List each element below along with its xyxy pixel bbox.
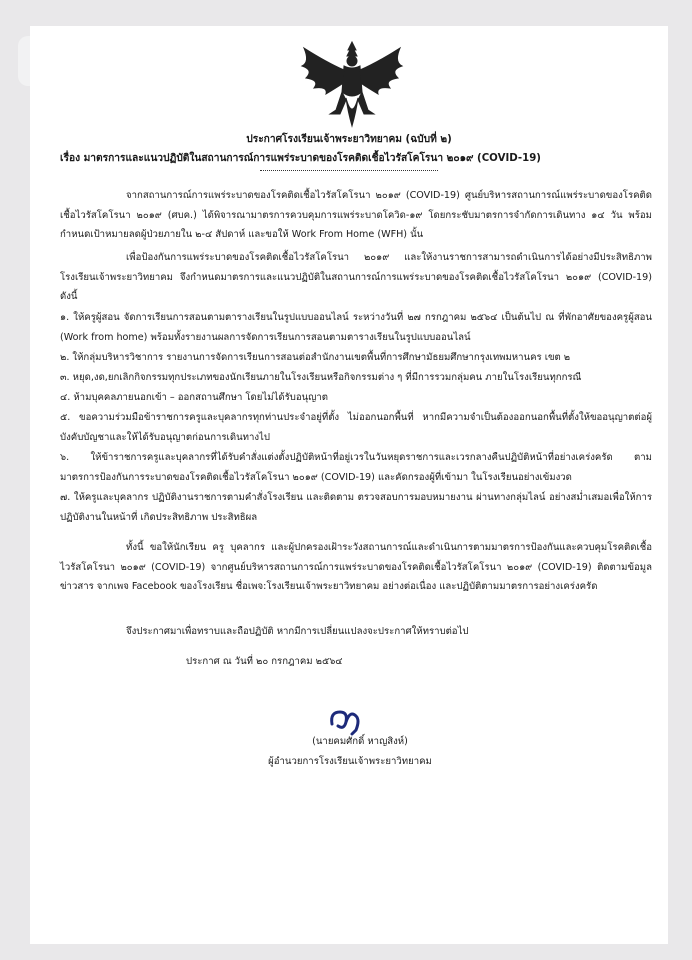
signer-name: (นายคมศักดิ์ หาญสิงห์) xyxy=(312,736,408,747)
measure-item-6: ๖. ให้ข้าราชการครูและบุคลากรที่ได้รับคำสั่งแต่งตั้งปฏิบัติหน้าที่อยู่เวรในวันหยุดราชการและเวรกลางคืนปฏิบัติหน้าที่อย่างเคร่งครัด ตามมาตรการป้องกันการระบาดของโรคติดเชื้อไวรัสโคโรนา ๒๐๑๙ (COVID-19) และคัดกรองผู้ที่เข้ามา ในโรงเรียนอย่างเข้มงวด xyxy=(60,452,652,483)
closing-paragraph-1: ทั้งนี้ ขอให้นักเรียน ครู บุคลากร และผู้ปกครองเฝ้าระวังสถานการณ์และดำเนินการตามมาตรการป้องกันและควบคุมโรคติดเชื้อไวรัสโคโรนา ๒๐๑๙ (COVID-19) จากศูนย์บริหารสถานการณ์การแพร่ระบาดของโรคติดเชื้อไวรัสโคโรนา ๒๐๑๙ (COVID-19) ติดตามข้อมูล ข่าวสาร จากเพจ Facebook ของโรงเรียน ชื่อเพจ:โรงเรียนเจ้าพระยาวิทยาคม อย่างต่อเนื่อง และปฏิบัติตามมาตรการอย่างเคร่งครัด xyxy=(60,542,652,592)
intro-paragraph-2: เพื่อป้องกันการแพร่ระบาดของโรคติดเชื้อไวรัสโคโรนา ๒๐๑๙ และให้งานราชการสามารถดำเนินการได้อย่างมีประสิทธิภาพ โรงเรียนเจ้าพระยาวิทยาคม จึงกำหนดมาตรการและแนวปฏิบัติในสถานการณ์การแพร่ระบาดของโรคติดเชื้อไวรัสโคโรนา ๒๐๑๙ (COVID-19) ดังนี้ xyxy=(60,252,652,302)
measure-item-7: ๗. ให้ครูและบุคลากร ปฏิบัติงานราชการตามคำสั่งโรงเรียน และติดตาม ตรวจสอบการมอบหมายงาน ผ่านทางกลุ่มไลน์ อย่างสม่ำเสมอเพื่อให้การปฏิบัติงานในหน้าที่ เกิดประสิทธิภาพ ประสิทธิผล xyxy=(60,492,652,523)
measure-item-5: ๕. ขอความร่วมมือข้าราชการครูและบุคลากรทุกท่านประจำอยู่ที่ตั้ง ไม่ออกนอกพื้นที่ หากมีความจำเป็นต้องออกนอกพื้นที่ตั้งให้ขออนุญาตต่อผู้บังคับบัญชาและให้ได้รับอนุญาตก่อนการเดินทางไป xyxy=(60,412,652,443)
announcement-date: ประกาศ ณ วันที่ ๒๐ กรกฎาคม ๒๕๖๔ xyxy=(186,656,343,667)
measure-item-3: ๓. หยุด,งด,ยกเลิกกิจกรรมทุกประเภทของนักเรียนภายในโรงเรียนหรือกิจกรรมต่าง ๆ ที่มีการรวมกลุ่มคน ภายในโรงเรียนทุกกรณี xyxy=(60,372,582,383)
announcement-subject: เรื่อง มาตรการและแนวปฏิบัติในสถานการณ์การแพร่ระบาดของโรคติดเชื้อไวรัสโคโรนา ๒๐๑๙ (COVID-19) xyxy=(60,153,541,164)
measure-item-1: ๑. ให้ครูผู้สอน จัดการเรียนการสอนตามตารางเรียนในรูปแบบออนไลน์ ระหว่างวันที่ ๒๗ กรกฎาคม ๒๕๖๔ เป็นต้นไป ณ ที่พักอาศัยของครูผู้สอน (Work from home) พร้อมทั้งรายงานผลการจัดการเรียนการสอนตามตารางเรียนในรูปแบบออนไลน์ xyxy=(60,312,652,343)
announcement-title: ประกาศโรงเรียนเจ้าพระยาวิทยาคม (ฉบับที่ ๒) xyxy=(246,134,452,145)
measure-item-2: ๒. ให้กลุ่มบริหารวิชาการ รายงานการจัดการเรียนการสอนต่อสำนักงานเขตพื้นที่การศึกษามัธยมศึกษากรุงเทพมหานคร เขต ๒ xyxy=(60,352,571,363)
document-page xyxy=(30,26,668,944)
intro-paragraph-1: จากสถานการณ์การแพร่ระบาดของโรคติดเชื้อไวรัสโคโรนา ๒๐๑๙ (COVID-19) ศูนย์บริหารสถานการณ์แพร่ระบาดของโรคติดเชื้อไวรัสโคโรนา ๒๐๑๙ (ศบค.) ได้พิจารณามาตรการควบคุมการแพร่ระบาดโควิด-๑๙ โดยกระชับมาตรการจำกัดการเดินทาง ๑๔ วัน พร้อมกำหนดเป้าหมายลดผู้ป่วยภายใน ๒-๔ สัปดาห์ และขอให้ Work From Home (WFH) นั้น xyxy=(60,190,652,240)
measure-item-4: ๔. ห้ามบุคคลภายนอกเข้า – ออกสถานศึกษา โดยไม่ได้รับอนุญาต xyxy=(60,392,328,403)
announcement xyxy=(30,26,668,944)
closing-paragraph-2: จึงประกาศมาเพื่อทราบและถือปฏิบัติ หากมีการเปลี่ยนแปลงจะประกาศให้ทราบต่อไป xyxy=(126,626,469,637)
title-divider xyxy=(260,170,438,172)
signer-position: ผู้อำนวยการโรงเรียนเจ้าพระยาวิทยาคม xyxy=(268,756,432,767)
